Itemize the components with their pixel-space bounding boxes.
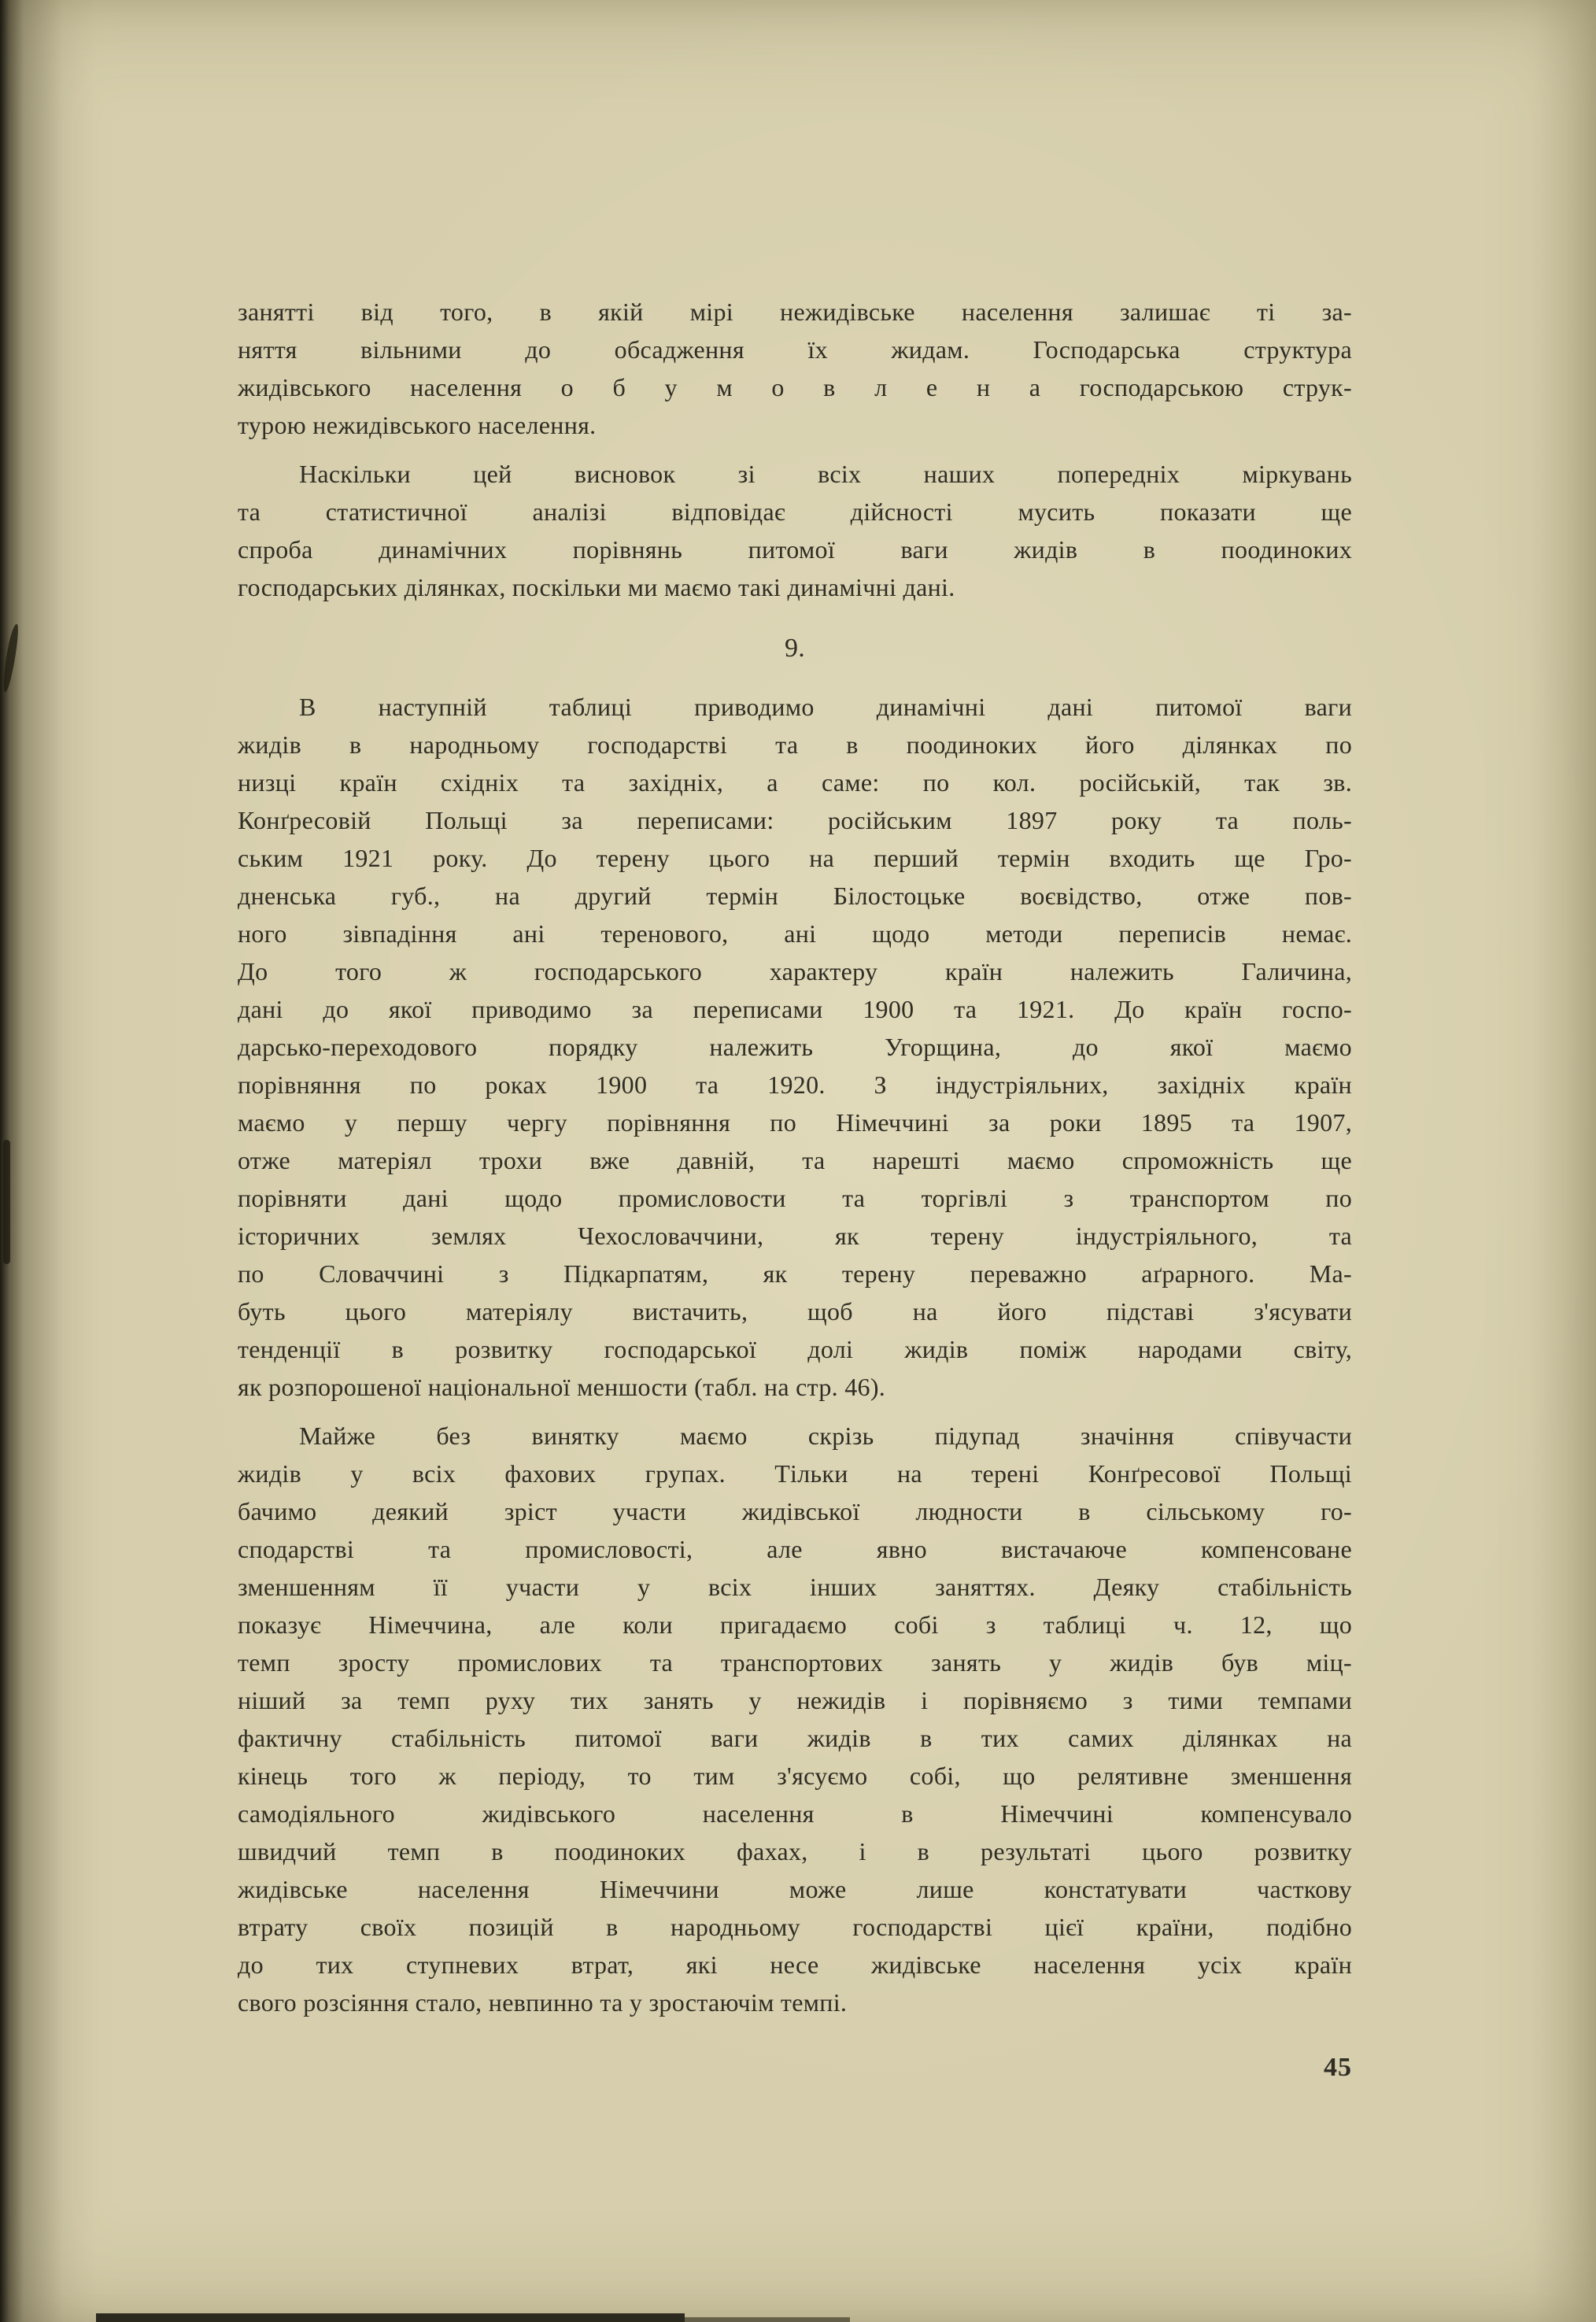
text-line: жидівського населення о б у м о в л е н а господарською струк- bbox=[238, 373, 1352, 401]
text-line: та статистичної аналізі відповідає дійсності мусить показати ще bbox=[238, 497, 1352, 526]
text-line: отже матеріял трохи вже давній, та нарешті маємо спроможність ще bbox=[238, 1146, 1352, 1174]
text-line: До того ж господарського характеру країн належить Галичина, bbox=[238, 957, 1352, 985]
text-line: буть цього матеріялу вистачить, щоб на його підставі з'ясувати bbox=[238, 1297, 1352, 1326]
paragraph bbox=[238, 455, 1352, 606]
text-line: жидів в народньому господарстві та в поодиноких його ділянках по bbox=[238, 730, 1352, 759]
paragraph bbox=[238, 1417, 1352, 2021]
text-line: занятті від того, в якій мірі нежидівське населення залишає ті за- bbox=[238, 298, 1352, 326]
text-line: темп зросту промислових та транспортових занять у жидів був міц- bbox=[238, 1648, 1352, 1677]
text-line: В наступній таблиці приводимо динамічні дані питомої ваги bbox=[299, 693, 1352, 721]
text-line: сподарстві та промисловості, але явно вистачаюче компенсоване bbox=[238, 1535, 1352, 1563]
text-line: втрату своїх позицій в народньому господарстві цієї країни, подібно bbox=[238, 1913, 1352, 1941]
text-line: порівняти дані щодо промисловости та торгівлі з транспортом по bbox=[238, 1184, 1352, 1212]
text-line: господарських ділянках, поскільки ми маємо такі динамічні дані. bbox=[238, 573, 955, 601]
text-line: няття вільними до обсадження їх жидам. Господарська структура bbox=[238, 335, 1352, 364]
text-block bbox=[238, 293, 1352, 2032]
text-line: Конґресовій Польщі за переписами: російським 1897 року та поль- bbox=[238, 806, 1352, 834]
paragraph-continued bbox=[238, 293, 1352, 444]
text-line: зменшенням її участи у всіх інших заняттях. Деяку стабільність bbox=[238, 1573, 1352, 1601]
text-line: історичних землях Чехословаччини, як терену індустріяльного, та bbox=[238, 1222, 1352, 1250]
scan-artifact bbox=[96, 2313, 685, 2322]
text-line: по Словаччині з Підкарпатям, як терену переважно аґрарного. Ма- bbox=[238, 1259, 1352, 1288]
text-line: Майже без винятку маємо скрізь підупад значіння співучасти bbox=[299, 1422, 1352, 1450]
text-line: тенденції в розвитку господарської долі жидів поміж народами світу, bbox=[238, 1335, 1352, 1363]
text-line: низці країн східніх та західніх, а саме: по кол. російській, так зв. bbox=[238, 768, 1352, 797]
text-line: дарсько-переходового порядку належить Угорщина, до якої маємо bbox=[238, 1033, 1352, 1061]
text-line: самодіяльного жидівського населення в Німеччині компенсувало bbox=[238, 1799, 1352, 1828]
text-line: кінець того ж періоду, то тим з'ясуємо собі, що релятивне зменшення bbox=[238, 1762, 1352, 1790]
ink-mark bbox=[1, 623, 20, 693]
text-line: жидівське населення Німеччини може лише констатувати часткову bbox=[238, 1875, 1352, 1903]
text-line: дненська губ., на другий термін Білостоцьке воєвідство, отже пов- bbox=[238, 882, 1352, 910]
text-line: ніший за темп руху тих занять у нежидів і порівняємо з тими темпами bbox=[238, 1686, 1352, 1714]
text-line: ським 1921 року. До терену цього на перший термін входить ще Гро- bbox=[238, 844, 1352, 872]
text-line: маємо у першу чергу порівняння по Німеччині за роки 1895 та 1907, bbox=[238, 1108, 1352, 1137]
text-line: до тих ступневих втрат, які несе жидівське населення усіх країн bbox=[238, 1950, 1352, 1979]
text-line: спроба динамічних порівнянь питомої ваги жидів в поодиноких bbox=[238, 535, 1352, 564]
section-number: 9. bbox=[784, 634, 806, 663]
scan-artifact bbox=[685, 2317, 850, 2322]
text-line: фактичну стабільність питомої ваги жидів в тих самих ділянках на bbox=[238, 1724, 1352, 1752]
text-line: швидчий темп в поодиноких фахах, і в результаті цього розвитку bbox=[238, 1837, 1352, 1865]
text-line: порівняння по роках 1900 та 1920. З індустріяльних, західніх країн bbox=[238, 1070, 1352, 1099]
text-line: як розпорошеної національної меншости (табл. на стр. 46). bbox=[238, 1373, 886, 1401]
text-line: дані до якої приводимо за переписами 1900 та 1921. До країн госпо- bbox=[238, 995, 1352, 1023]
text-line: ного зівпадіння ані теренового, ані щодо методи переписів немає. bbox=[238, 919, 1352, 948]
ink-mark bbox=[3, 1140, 10, 1264]
text-line: турою нежидівського населення. bbox=[238, 411, 597, 439]
text-line: бачимо деякий зріст участи жидівської людности в сільському го- bbox=[238, 1497, 1352, 1525]
paragraph bbox=[238, 688, 1352, 1406]
page-number: 45 bbox=[1324, 2053, 1352, 2082]
text-line: Наскільки цей висновок зі всіх наших попередніх міркувань bbox=[299, 460, 1352, 488]
text-line: свого розсіяння стало, невпинно та у зростаючім темпі. bbox=[238, 1988, 848, 2017]
text-line: показує Німеччина, але коли пригадаємо собі з таблиці ч. 12, що bbox=[238, 1610, 1352, 1639]
text-line: жидів у всіх фахових групах. Тільки на терені Конґресової Польщі bbox=[238, 1459, 1352, 1488]
